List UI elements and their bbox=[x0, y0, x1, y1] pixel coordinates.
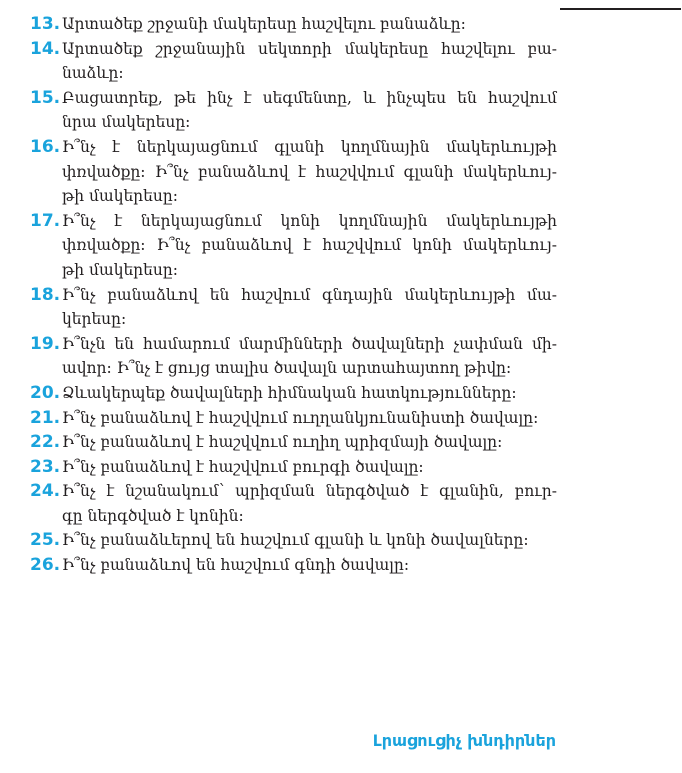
question-item bbox=[30, 37, 557, 86]
question-item bbox=[30, 381, 557, 406]
question-item bbox=[30, 479, 557, 528]
question-text-line: Ի՞նչ բանաձևով է հաշվվում ուղիղ պրիզմայի ծավալը։ bbox=[62, 433, 503, 452]
question-text-line: փռվածքը։ Ի՞նչ բանաձևով է հաշվվում կոնի մակերևույ- bbox=[62, 236, 557, 255]
question-number: 19. bbox=[30, 333, 61, 354]
question-text-line: Արտածեք շրջանային սեկտորի մակերեսը հաշվելու բա- bbox=[62, 39, 557, 58]
question-text-line: Ձևակերպեք ծավալների հիմնական հատկությունները։ bbox=[62, 383, 517, 402]
question-number: 21. bbox=[30, 407, 61, 428]
question-text-line: կերեսը։ bbox=[62, 310, 127, 329]
question-number: 24. bbox=[30, 481, 61, 502]
question-number: 14. bbox=[30, 38, 61, 59]
question-text-line: նաձևը։ bbox=[62, 64, 124, 83]
question-item bbox=[30, 553, 557, 578]
question-number: 25. bbox=[30, 530, 61, 551]
question-number: 26. bbox=[30, 555, 61, 576]
question-text-line: Ի՞նչ բանաձևով է հաշվվում բուրգի ծավալը։ bbox=[62, 457, 424, 476]
question-item bbox=[30, 12, 557, 37]
question-text-line: Բացատրեք, թե ինչ է սեգմենտը, և ինչպես են հաշվում bbox=[62, 88, 557, 107]
question-number: 20. bbox=[30, 382, 61, 403]
question-item bbox=[30, 332, 557, 381]
question-text-line: Ի՞նչ բանաձևով են հաշվում գնդային մակերևույթի մա- bbox=[62, 285, 557, 304]
question-text-line: Ի՞նչ բանաձևերով են հաշվում գլանի և կոնի ծավալները։ bbox=[62, 531, 529, 550]
question-text-line: թի մակերեսը։ bbox=[62, 260, 178, 279]
question-number: 13. bbox=[30, 14, 61, 34]
question-text-line: Արտածեք շրջանի մակերեսը հաշվելու բանաձևը։ bbox=[62, 15, 466, 33]
question-item bbox=[30, 86, 557, 135]
question-number: 15. bbox=[30, 87, 61, 108]
question-item bbox=[30, 135, 557, 209]
question-text-line: Ի՞նչ է նշանակում՝ պրիզման ներգծված է գլանին, բուր- bbox=[62, 482, 557, 501]
question-text-line: փռվածքը։ Ի՞նչ բանաձևով է հաշվվում գլանի մակերևույ- bbox=[62, 162, 557, 181]
question-text-line: Ի՞նչ բանաձևով են հաշվում գնդի ծավալը։ bbox=[62, 556, 410, 575]
question-number: 22. bbox=[30, 432, 61, 453]
question-item bbox=[30, 455, 557, 480]
header-rule bbox=[560, 8, 681, 10]
question-item bbox=[30, 283, 557, 332]
section-title: Լրացուցիչ խնդիրներ bbox=[372, 731, 556, 750]
question-number: 16. bbox=[30, 136, 61, 157]
question-number: 23. bbox=[30, 456, 61, 477]
question-item bbox=[30, 528, 557, 553]
question-list bbox=[30, 12, 557, 578]
question-text-line: ավոր։ Ի՞նչ է ցույց տալիս ծավալն արտահայտող թիվը։ bbox=[62, 359, 512, 378]
question-text-line: Ի՞նչ է ներկայացնում կոնի կողմնային մակերևույթի bbox=[62, 211, 557, 230]
question-item bbox=[30, 406, 557, 431]
question-text-line: թի մակերեսը։ bbox=[62, 187, 178, 206]
question-text-line: Ի՞նչն են համարում մարմինների ծավալների չափման մի- bbox=[62, 334, 557, 353]
question-text-line: գը ներգծված է կոնին։ bbox=[62, 506, 244, 525]
question-item bbox=[30, 209, 557, 283]
question-number: 18. bbox=[30, 284, 61, 305]
question-item bbox=[30, 430, 557, 455]
question-text-line: Ի՞նչ բանաձևով է հաշվվում ուղղանկյունանիստի ծավալը։ bbox=[62, 408, 539, 427]
question-number: 17. bbox=[30, 210, 61, 231]
question-text-line: նրա մակերեսը։ bbox=[62, 113, 191, 132]
question-text-line: Ի՞նչ է ներկայացնում գլանի կողմնային մակերևույթի bbox=[62, 137, 557, 156]
